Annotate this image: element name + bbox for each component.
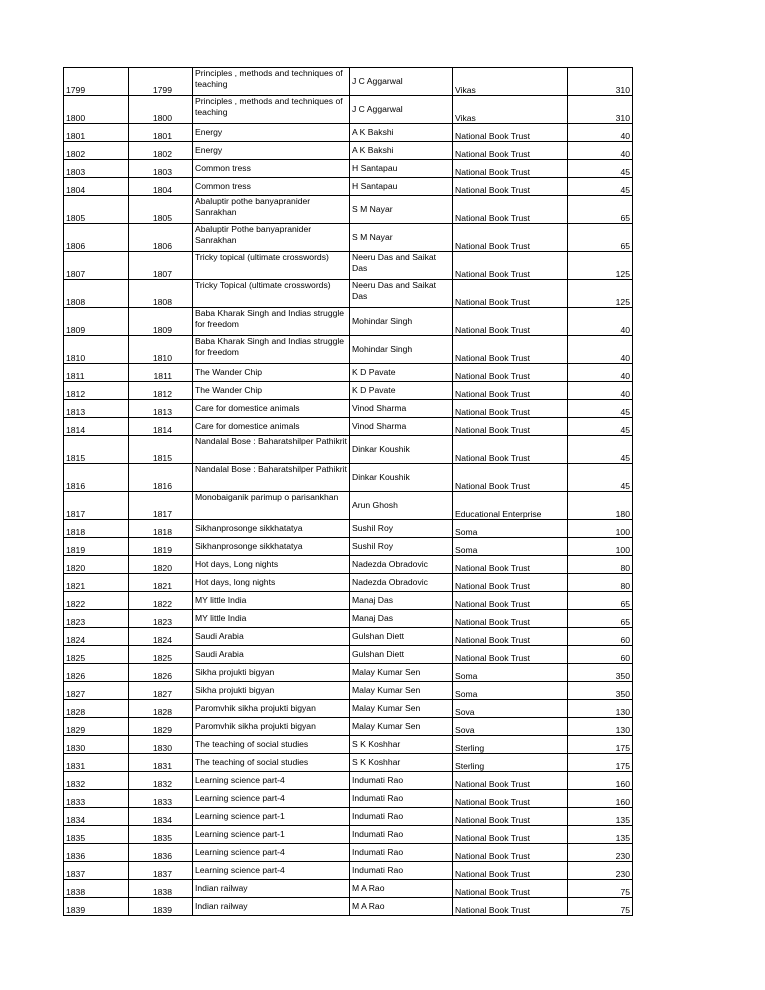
author-cell: M A Rao xyxy=(350,898,453,916)
table-row xyxy=(64,280,633,308)
accession-number-cell: 1828 xyxy=(129,700,193,718)
publisher-cell: National Book Trust xyxy=(453,556,568,574)
publisher-cell: Vikas xyxy=(453,96,568,124)
book-title-cell: The teaching of social studies xyxy=(193,754,350,772)
author-cell: H Santapau xyxy=(350,178,453,196)
accession-number-cell: 1815 xyxy=(129,436,193,464)
price-cell: 310 xyxy=(568,68,633,96)
table-row xyxy=(64,336,633,364)
serial-number-cell: 1814 xyxy=(64,418,129,436)
price-cell: 60 xyxy=(568,646,633,664)
author-cell: S M Nayar xyxy=(350,224,453,252)
publisher-cell: National Book Trust xyxy=(453,790,568,808)
accession-number-cell: 1839 xyxy=(129,898,193,916)
author-cell: Dinkar Koushik xyxy=(350,464,453,492)
author-cell: K D Pavate xyxy=(350,364,453,382)
table-row xyxy=(64,124,633,142)
serial-number-cell: 1830 xyxy=(64,736,129,754)
book-title-cell: The teaching of social studies xyxy=(193,736,350,754)
publisher-cell: National Book Trust xyxy=(453,308,568,336)
price-cell: 100 xyxy=(568,538,633,556)
table-row xyxy=(64,754,633,772)
table-row xyxy=(64,492,633,520)
price-cell: 45 xyxy=(568,418,633,436)
publisher-cell: National Book Trust xyxy=(453,592,568,610)
table-row xyxy=(64,96,633,124)
serial-number-cell: 1800 xyxy=(64,96,129,124)
price-cell: 40 xyxy=(568,382,633,400)
accession-number-cell: 1799 xyxy=(129,68,193,96)
author-cell: Neeru Das and Saikat Das xyxy=(350,252,453,280)
price-cell: 175 xyxy=(568,736,633,754)
author-cell: J C Aggarwal xyxy=(350,68,453,96)
author-cell: Sushil Roy xyxy=(350,520,453,538)
author-cell: Vinod Sharma xyxy=(350,400,453,418)
book-title-cell: Nandalal Bose : Baharatshilper Pathikrit xyxy=(193,436,350,464)
author-cell: M A Rao xyxy=(350,880,453,898)
publisher-cell: National Book Trust xyxy=(453,436,568,464)
book-title-cell: Abaluptir pothe banyapranider Sanrakhan xyxy=(193,196,350,224)
price-cell: 65 xyxy=(568,592,633,610)
author-cell: Malay Kumar Sen xyxy=(350,700,453,718)
table-row xyxy=(64,664,633,682)
serial-number-cell: 1834 xyxy=(64,808,129,826)
price-cell: 65 xyxy=(568,224,633,252)
price-cell: 310 xyxy=(568,96,633,124)
publisher-cell: National Book Trust xyxy=(453,862,568,880)
price-cell: 175 xyxy=(568,754,633,772)
table-row xyxy=(64,538,633,556)
publisher-cell: National Book Trust xyxy=(453,124,568,142)
serial-number-cell: 1826 xyxy=(64,664,129,682)
author-cell: Mohindar Singh xyxy=(350,336,453,364)
table-row xyxy=(64,382,633,400)
serial-number-cell: 1839 xyxy=(64,898,129,916)
book-title-cell: Paromvhik sikha projukti bigyan xyxy=(193,718,350,736)
table-row xyxy=(64,646,633,664)
table-row xyxy=(64,574,633,592)
book-register-table xyxy=(63,67,633,916)
publisher-cell: National Book Trust xyxy=(453,610,568,628)
book-title-cell: Principles , methods and techniques of teaching xyxy=(193,96,350,124)
publisher-cell: Sterling xyxy=(453,736,568,754)
serial-number-cell: 1817 xyxy=(64,492,129,520)
price-cell: 230 xyxy=(568,844,633,862)
book-title-cell: Learning science part-4 xyxy=(193,844,350,862)
price-cell: 40 xyxy=(568,308,633,336)
serial-number-cell: 1815 xyxy=(64,436,129,464)
publisher-cell: National Book Trust xyxy=(453,400,568,418)
author-cell: Indumati Rao xyxy=(350,862,453,880)
price-cell: 125 xyxy=(568,280,633,308)
table-row xyxy=(64,400,633,418)
price-cell: 45 xyxy=(568,160,633,178)
price-cell: 160 xyxy=(568,790,633,808)
publisher-cell: Sterling xyxy=(453,754,568,772)
author-cell: Indumati Rao xyxy=(350,772,453,790)
author-cell: K D Pavate xyxy=(350,382,453,400)
book-title-cell: MY little India xyxy=(193,610,350,628)
publisher-cell: National Book Trust xyxy=(453,336,568,364)
author-cell: Indumati Rao xyxy=(350,844,453,862)
table-row xyxy=(64,196,633,224)
publisher-cell: National Book Trust xyxy=(453,364,568,382)
accession-number-cell: 1810 xyxy=(129,336,193,364)
table-row xyxy=(64,808,633,826)
publisher-cell: National Book Trust xyxy=(453,418,568,436)
serial-number-cell: 1821 xyxy=(64,574,129,592)
book-title-cell: Tricky Topical (ultimate crosswords) xyxy=(193,280,350,308)
accession-number-cell: 1831 xyxy=(129,754,193,772)
table-row xyxy=(64,736,633,754)
accession-number-cell: 1817 xyxy=(129,492,193,520)
serial-number-cell: 1829 xyxy=(64,718,129,736)
publisher-cell: Sova xyxy=(453,700,568,718)
author-cell: Malay Kumar Sen xyxy=(350,664,453,682)
price-cell: 130 xyxy=(568,700,633,718)
price-cell: 65 xyxy=(568,610,633,628)
publisher-cell: National Book Trust xyxy=(453,178,568,196)
table-row xyxy=(64,790,633,808)
price-cell: 40 xyxy=(568,124,633,142)
book-title-cell: Saudi Arabia xyxy=(193,628,350,646)
author-cell: Gulshan Diett xyxy=(350,646,453,664)
book-title-cell: Principles , methods and techniques of teaching xyxy=(193,68,350,96)
serial-number-cell: 1816 xyxy=(64,464,129,492)
serial-number-cell: 1805 xyxy=(64,196,129,224)
author-cell: Dinkar Koushik xyxy=(350,436,453,464)
publisher-cell: National Book Trust xyxy=(453,844,568,862)
table-row xyxy=(64,224,633,252)
accession-number-cell: 1806 xyxy=(129,224,193,252)
author-cell: Neeru Das and Saikat Das xyxy=(350,280,453,308)
accession-number-cell: 1812 xyxy=(129,382,193,400)
book-title-cell: Learning science part-4 xyxy=(193,772,350,790)
serial-number-cell: 1808 xyxy=(64,280,129,308)
serial-number-cell: 1818 xyxy=(64,520,129,538)
price-cell: 75 xyxy=(568,898,633,916)
publisher-cell: National Book Trust xyxy=(453,574,568,592)
serial-number-cell: 1812 xyxy=(64,382,129,400)
table-row xyxy=(64,68,633,96)
author-cell: Indumati Rao xyxy=(350,826,453,844)
accession-number-cell: 1811 xyxy=(129,364,193,382)
publisher-cell: National Book Trust xyxy=(453,772,568,790)
serial-number-cell: 1809 xyxy=(64,308,129,336)
serial-number-cell: 1804 xyxy=(64,178,129,196)
book-title-cell: Sikha projukti bigyan xyxy=(193,682,350,700)
serial-number-cell: 1836 xyxy=(64,844,129,862)
author-cell: Malay Kumar Sen xyxy=(350,682,453,700)
author-cell: S M Nayar xyxy=(350,196,453,224)
serial-number-cell: 1822 xyxy=(64,592,129,610)
serial-number-cell: 1819 xyxy=(64,538,129,556)
price-cell: 45 xyxy=(568,464,633,492)
accession-number-cell: 1805 xyxy=(129,196,193,224)
publisher-cell: National Book Trust xyxy=(453,252,568,280)
table-row xyxy=(64,520,633,538)
author-cell: Indumati Rao xyxy=(350,808,453,826)
book-title-cell: Saudi Arabia xyxy=(193,646,350,664)
accession-number-cell: 1814 xyxy=(129,418,193,436)
price-cell: 100 xyxy=(568,520,633,538)
serial-number-cell: 1824 xyxy=(64,628,129,646)
table-row xyxy=(64,880,633,898)
author-cell: Mohindar Singh xyxy=(350,308,453,336)
serial-number-cell: 1801 xyxy=(64,124,129,142)
book-title-cell: Learning science part-1 xyxy=(193,808,350,826)
book-title-cell: Learning science part-4 xyxy=(193,790,350,808)
accession-number-cell: 1809 xyxy=(129,308,193,336)
price-cell: 350 xyxy=(568,664,633,682)
serial-number-cell: 1813 xyxy=(64,400,129,418)
accession-number-cell: 1823 xyxy=(129,610,193,628)
serial-number-cell: 1831 xyxy=(64,754,129,772)
price-cell: 45 xyxy=(568,400,633,418)
table-row xyxy=(64,718,633,736)
book-title-cell: Abaluptir Pothe banyapranider Sanrakhan xyxy=(193,224,350,252)
serial-number-cell: 1820 xyxy=(64,556,129,574)
accession-number-cell: 1821 xyxy=(129,574,193,592)
accession-number-cell: 1835 xyxy=(129,826,193,844)
book-title-cell: Care for domestice animals xyxy=(193,418,350,436)
table-row xyxy=(64,700,633,718)
publisher-cell: Sova xyxy=(453,718,568,736)
price-cell: 160 xyxy=(568,772,633,790)
serial-number-cell: 1806 xyxy=(64,224,129,252)
accession-number-cell: 1836 xyxy=(129,844,193,862)
accession-number-cell: 1830 xyxy=(129,736,193,754)
accession-number-cell: 1827 xyxy=(129,682,193,700)
author-cell: A K Bakshi xyxy=(350,142,453,160)
publisher-cell: Soma xyxy=(453,538,568,556)
price-cell: 40 xyxy=(568,142,633,160)
book-title-cell: Energy xyxy=(193,142,350,160)
book-title-cell: Energy xyxy=(193,124,350,142)
accession-number-cell: 1802 xyxy=(129,142,193,160)
price-cell: 125 xyxy=(568,252,633,280)
serial-number-cell: 1828 xyxy=(64,700,129,718)
accession-number-cell: 1819 xyxy=(129,538,193,556)
publisher-cell: National Book Trust xyxy=(453,382,568,400)
accession-number-cell: 1808 xyxy=(129,280,193,308)
table-row xyxy=(64,772,633,790)
book-title-cell: Learning science part-1 xyxy=(193,826,350,844)
book-title-cell: Hot days, Long nights xyxy=(193,556,350,574)
book-title-cell: Common tress xyxy=(193,178,350,196)
author-cell: Indumati Rao xyxy=(350,790,453,808)
table-row xyxy=(64,592,633,610)
accession-number-cell: 1816 xyxy=(129,464,193,492)
price-cell: 65 xyxy=(568,196,633,224)
book-title-cell: Paromvhik sikha projukti bigyan xyxy=(193,700,350,718)
author-cell: Nadezda Obradovic xyxy=(350,556,453,574)
accession-number-cell: 1813 xyxy=(129,400,193,418)
table-row xyxy=(64,308,633,336)
book-title-cell: Tricky topical (ultimate crosswords) xyxy=(193,252,350,280)
publisher-cell: National Book Trust xyxy=(453,826,568,844)
publisher-cell: Soma xyxy=(453,520,568,538)
table-row xyxy=(64,898,633,916)
accession-number-cell: 1824 xyxy=(129,628,193,646)
book-title-cell: Indian railway xyxy=(193,898,350,916)
accession-number-cell: 1804 xyxy=(129,178,193,196)
publisher-cell: National Book Trust xyxy=(453,880,568,898)
serial-number-cell: 1832 xyxy=(64,772,129,790)
accession-number-cell: 1803 xyxy=(129,160,193,178)
author-cell: J C Aggarwal xyxy=(350,96,453,124)
book-title-cell: Learning science part-4 xyxy=(193,862,350,880)
serial-number-cell: 1827 xyxy=(64,682,129,700)
publisher-cell: National Book Trust xyxy=(453,808,568,826)
author-cell: S K Koshhar xyxy=(350,736,453,754)
book-title-cell: Nandalal Bose : Baharatshilper Pathikrit xyxy=(193,464,350,492)
book-title-cell: Hot days, long nights xyxy=(193,574,350,592)
book-title-cell: Baba Kharak Singh and Indias struggle for freedom xyxy=(193,308,350,336)
author-cell: Malay Kumar Sen xyxy=(350,718,453,736)
price-cell: 45 xyxy=(568,436,633,464)
publisher-cell: National Book Trust xyxy=(453,196,568,224)
accession-number-cell: 1820 xyxy=(129,556,193,574)
accession-number-cell: 1818 xyxy=(129,520,193,538)
publisher-cell: National Book Trust xyxy=(453,142,568,160)
serial-number-cell: 1807 xyxy=(64,252,129,280)
table-row xyxy=(64,252,633,280)
serial-number-cell: 1803 xyxy=(64,160,129,178)
price-cell: 40 xyxy=(568,336,633,364)
table-body xyxy=(64,68,633,916)
accession-number-cell: 1837 xyxy=(129,862,193,880)
book-title-cell: Sikha projukti bigyan xyxy=(193,664,350,682)
serial-number-cell: 1825 xyxy=(64,646,129,664)
author-cell: Sushil Roy xyxy=(350,538,453,556)
price-cell: 40 xyxy=(568,364,633,382)
book-title-cell: The Wander Chip xyxy=(193,364,350,382)
book-title-cell: The Wander Chip xyxy=(193,382,350,400)
accession-number-cell: 1826 xyxy=(129,664,193,682)
publisher-cell: National Book Trust xyxy=(453,646,568,664)
serial-number-cell: 1799 xyxy=(64,68,129,96)
accession-number-cell: 1807 xyxy=(129,252,193,280)
accession-number-cell: 1838 xyxy=(129,880,193,898)
table-row xyxy=(64,862,633,880)
accession-number-cell: 1829 xyxy=(129,718,193,736)
price-cell: 60 xyxy=(568,628,633,646)
serial-number-cell: 1835 xyxy=(64,826,129,844)
table-row xyxy=(64,142,633,160)
publisher-cell: National Book Trust xyxy=(453,224,568,252)
author-cell: Manaj Das xyxy=(350,610,453,628)
author-cell: Nadezda Obradovic xyxy=(350,574,453,592)
accession-number-cell: 1832 xyxy=(129,772,193,790)
book-title-cell: MY little India xyxy=(193,592,350,610)
author-cell: Arun Ghosh xyxy=(350,492,453,520)
accession-number-cell: 1801 xyxy=(129,124,193,142)
serial-number-cell: 1810 xyxy=(64,336,129,364)
table-row xyxy=(64,682,633,700)
book-title-cell: Monobaiganik parimup o parisankhan xyxy=(193,492,350,520)
price-cell: 80 xyxy=(568,574,633,592)
publisher-cell: Soma xyxy=(453,664,568,682)
accession-number-cell: 1834 xyxy=(129,808,193,826)
accession-number-cell: 1800 xyxy=(129,96,193,124)
book-title-cell: Sikhanprosonge sikkhatatya xyxy=(193,538,350,556)
price-cell: 130 xyxy=(568,718,633,736)
author-cell: S K Koshhar xyxy=(350,754,453,772)
table-row xyxy=(64,160,633,178)
author-cell: Manaj Das xyxy=(350,592,453,610)
author-cell: H Santapau xyxy=(350,160,453,178)
price-cell: 350 xyxy=(568,682,633,700)
table-row xyxy=(64,418,633,436)
accession-number-cell: 1825 xyxy=(129,646,193,664)
publisher-cell: Educational Enterprise xyxy=(453,492,568,520)
table-row xyxy=(64,178,633,196)
serial-number-cell: 1811 xyxy=(64,364,129,382)
price-cell: 45 xyxy=(568,178,633,196)
serial-number-cell: 1802 xyxy=(64,142,129,160)
publisher-cell: National Book Trust xyxy=(453,280,568,308)
table-row xyxy=(64,826,633,844)
publisher-cell: National Book Trust xyxy=(453,464,568,492)
author-cell: Gulshan Diett xyxy=(350,628,453,646)
book-title-cell: Sikhanprosonge sikkhatatya xyxy=(193,520,350,538)
book-title-cell: Indian railway xyxy=(193,880,350,898)
price-cell: 80 xyxy=(568,556,633,574)
accession-number-cell: 1833 xyxy=(129,790,193,808)
publisher-cell: Vikas xyxy=(453,68,568,96)
publisher-cell: National Book Trust xyxy=(453,628,568,646)
book-title-cell: Common tress xyxy=(193,160,350,178)
publisher-cell: National Book Trust xyxy=(453,160,568,178)
serial-number-cell: 1837 xyxy=(64,862,129,880)
price-cell: 75 xyxy=(568,880,633,898)
table-row xyxy=(64,556,633,574)
price-cell: 230 xyxy=(568,862,633,880)
price-cell: 180 xyxy=(568,492,633,520)
publisher-cell: Soma xyxy=(453,682,568,700)
price-cell: 135 xyxy=(568,808,633,826)
serial-number-cell: 1833 xyxy=(64,790,129,808)
table-row xyxy=(64,436,633,464)
table-row xyxy=(64,610,633,628)
author-cell: Vinod Sharma xyxy=(350,418,453,436)
serial-number-cell: 1838 xyxy=(64,880,129,898)
price-cell: 135 xyxy=(568,826,633,844)
table-row xyxy=(64,844,633,862)
accession-number-cell: 1822 xyxy=(129,592,193,610)
publisher-cell: National Book Trust xyxy=(453,898,568,916)
table-row xyxy=(64,464,633,492)
serial-number-cell: 1823 xyxy=(64,610,129,628)
book-title-cell: Care for domestice animals xyxy=(193,400,350,418)
table-row xyxy=(64,628,633,646)
book-title-cell: Baba Kharak Singh and Indias struggle for freedom xyxy=(193,336,350,364)
author-cell: A K Bakshi xyxy=(350,124,453,142)
table-row xyxy=(64,364,633,382)
